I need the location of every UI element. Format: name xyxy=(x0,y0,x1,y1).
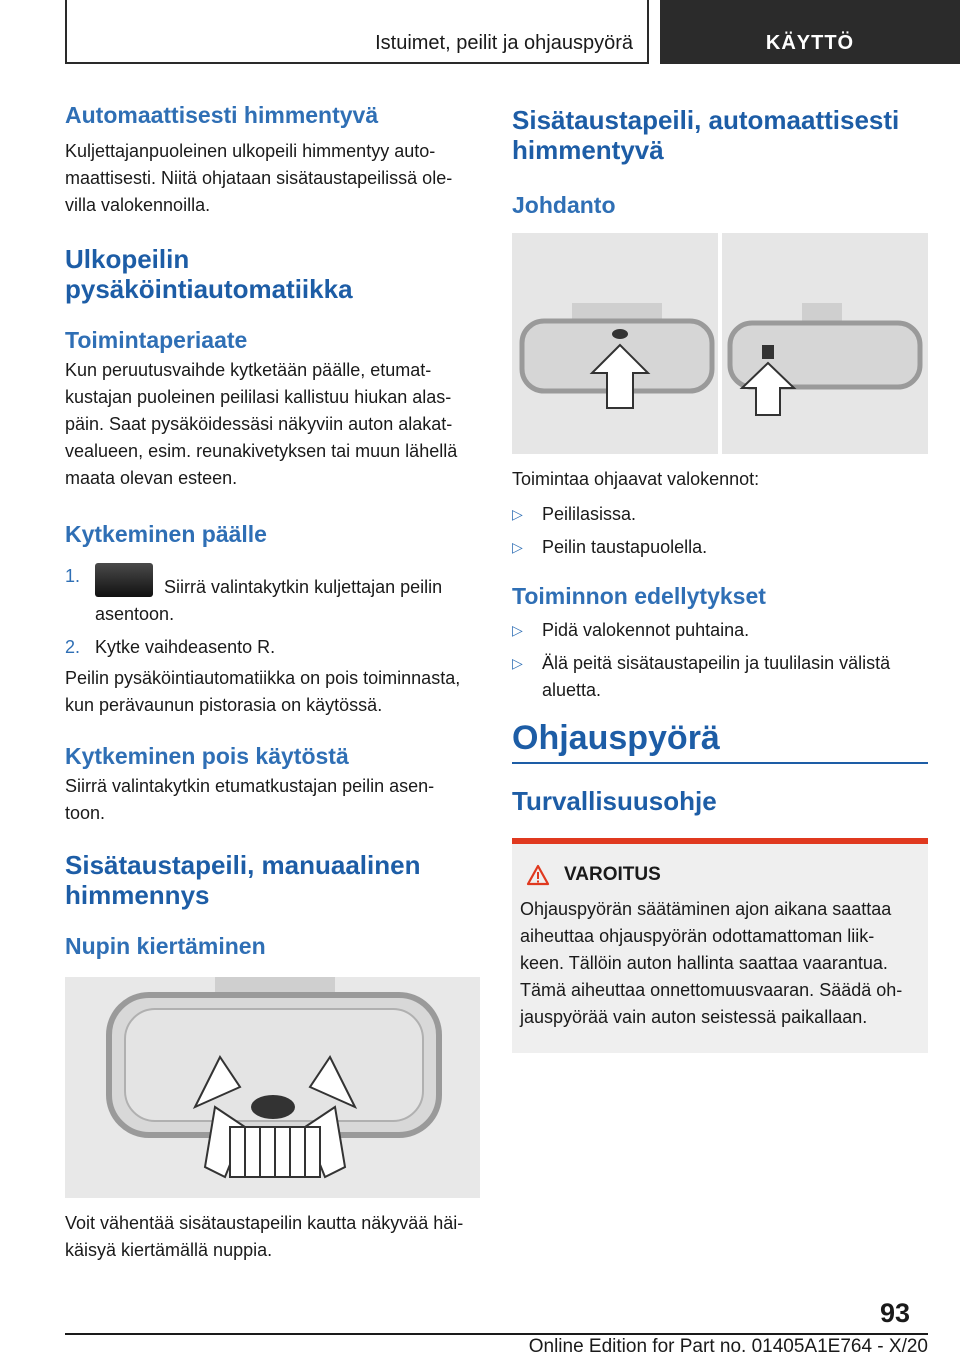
footer-edition: Online Edition for Part no. 01405A1E764 - X/20 xyxy=(528,1336,928,1357)
mirror-knob-image xyxy=(65,977,480,1198)
warning-box xyxy=(512,838,928,1053)
bullet-icon: ▷ xyxy=(512,539,523,555)
header-section-box xyxy=(65,0,649,64)
heading-manual-2: himmennys xyxy=(65,880,210,910)
section-rule xyxy=(512,762,928,764)
para-switch-on-note: Peilin pysäköintiautomatiikka on pois toiminnasta, kun perävaunun pistorasia on käytössä. xyxy=(65,668,461,715)
footer-rule xyxy=(65,1333,928,1335)
list-item: ▷ Älä peitä sisätaustapeilin ja tuulilasin välistä aluetta. xyxy=(512,650,928,704)
left-column xyxy=(65,100,480,1264)
header-chapter-tab xyxy=(660,0,960,64)
list-item: ▷ Pidä valokennot puhtaina. xyxy=(512,617,928,644)
heading-requirements: Toiminnon edellytykset xyxy=(512,583,766,609)
step-text: Siirrä valintakytkin kuljettajan peilin asentoon. xyxy=(95,577,443,624)
page-number: 93 xyxy=(880,1298,911,1328)
para-knob: Voit vähentää sisätaustapeilin kautta näkyvää häi- käisyä kiertämällä nuppia. xyxy=(65,1213,464,1260)
bullet-icon: ▷ xyxy=(512,506,523,522)
heading-switch-off: Kytkeminen pois käytöstä xyxy=(65,743,349,769)
bullet-icon: ▷ xyxy=(512,655,523,671)
header-chapter-title: KÄYTTÖ xyxy=(765,32,855,54)
list-item: ▷ Peilin taustapuolella. xyxy=(512,534,928,561)
header-section-title: Istuimet, peilit ja ohjauspyörä xyxy=(375,32,633,54)
heading-knob: Nupin kiertäminen xyxy=(65,933,266,959)
step-text: Kytke vaihdeasento R. xyxy=(95,637,276,657)
step-2 xyxy=(65,634,480,661)
right-column xyxy=(512,100,928,1053)
heading-safety: Turvallisuusohje xyxy=(512,786,717,816)
step-number: 2. xyxy=(65,637,81,657)
heading-auto-mirror-2: himmentyvä xyxy=(512,135,664,165)
heading-manual-1: Sisätaustapeili, manuaalinen xyxy=(65,850,421,880)
mirror-front-image xyxy=(512,233,718,454)
mirror-back-image xyxy=(722,233,928,454)
heading-parking-1: Ulkopeilin xyxy=(65,244,190,274)
requirements-list xyxy=(512,617,928,704)
sensor-list xyxy=(512,501,928,561)
para-sensors: Toimintaa ohjaavat valokennot: xyxy=(512,469,760,489)
para-auto-dimming: Kuljettajanpuoleinen ulkopeili himmentyy auto- maattisesti. Niitä ohjataan sisätaustapeilissä ole- villa valokennoilla. xyxy=(65,141,453,215)
heading-auto-mirror-1: Sisätaustapeili, automaattisesti xyxy=(512,105,900,135)
para-principle: Kun peruutusvaihde kytketään päälle, etumat- kustajan puoleinen peililasi kallistuu hiukan alas- päin. Saat pysäköidessäsi näkyviin auton alakat- vealueen, esim. reunakivetyksen tai muun lähellä maata olevan esteen. xyxy=(65,360,458,488)
light-sensor-images xyxy=(512,233,928,454)
heading-auto-dimming: Automaattisesti himmentyvä xyxy=(65,102,379,128)
list-item: ▷ Peililasissa. xyxy=(512,501,928,528)
heading-intro: Johdanto xyxy=(512,192,616,218)
heading-switch-on: Kytkeminen päälle xyxy=(65,521,267,547)
warning-heading xyxy=(526,864,920,886)
mirror-selector-switch-image xyxy=(95,563,153,597)
heading-principle: Toimintaperiaate xyxy=(65,327,248,353)
step-number: 1. xyxy=(65,566,81,586)
heading-steering-wheel: Ohjauspyörä xyxy=(512,719,720,757)
warning-triangle-icon xyxy=(526,864,550,886)
warning-title: VAROITUS xyxy=(564,864,661,885)
step-1 xyxy=(65,563,480,628)
heading-parking-2: pysäköintiautomatiikka xyxy=(65,274,353,304)
bullet-icon: ▷ xyxy=(512,622,523,638)
para-switch-off: Siirrä valintakytkin etumatkustajan peilin asen- toon. xyxy=(65,776,435,823)
warning-text: Ohjauspyörän säätäminen ajon aikana saattaa aiheuttaa ohjauspyörän odottamattoman liik- keen. Tällöin auton hallinta saattaa vaarantua. Tämä aiheuttaa onnettomuusvaaran. Säädä oh- jauspyörää vain auton seistessä paikallaan. xyxy=(520,899,903,1027)
